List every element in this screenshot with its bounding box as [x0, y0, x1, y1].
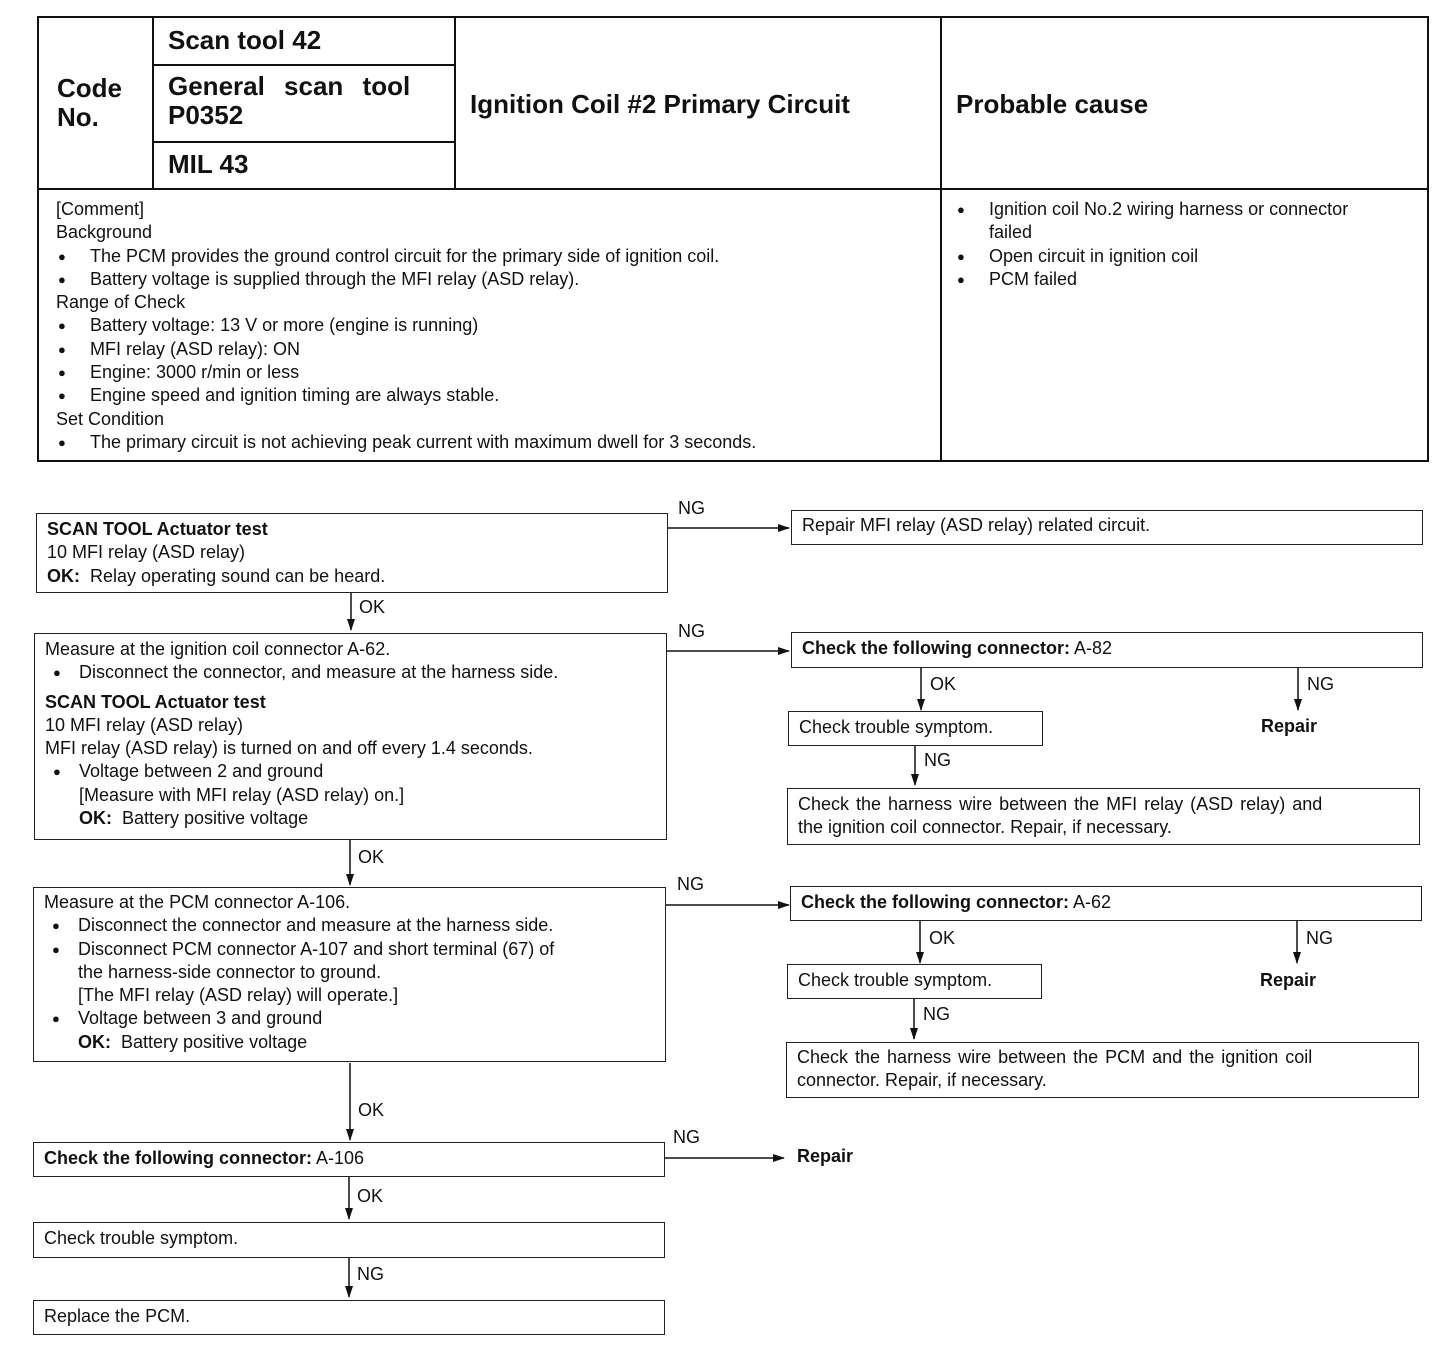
range-label: Range of Check — [56, 292, 186, 313]
ok-label: OK: — [47, 565, 80, 586]
ok-label: OK — [358, 1100, 385, 1120]
harness-text: the ignition coil connector. Repair, if necessary. — [798, 817, 1172, 838]
step3-ok-text: Battery positive voltage — [121, 1031, 308, 1052]
step2-check-connector-box — [791, 632, 1423, 668]
step2-symptom-box — [788, 711, 1043, 746]
scan-tool-code: Scan tool 42 — [168, 25, 322, 55]
background-label: Background — [56, 222, 153, 243]
ok-label: OK — [357, 1186, 384, 1206]
ng-label: NG — [923, 1004, 950, 1024]
step2-measure-box — [34, 633, 667, 840]
step3-line: [The MFI relay (ASD relay) will operate.] — [78, 985, 399, 1006]
step2-ok-text: Battery positive voltage — [122, 808, 309, 829]
symptom-text: Check trouble symptom. — [44, 1228, 239, 1248]
ok-label: OK: — [78, 1031, 111, 1052]
general-scan-tool-code: General scan tool P0352 — [168, 71, 411, 130]
symptom-text: Check trouble symptom. — [799, 717, 994, 737]
step1-ng-text: Repair MFI relay (ASD relay) related circuit. — [802, 515, 1151, 535]
step3-check-connector-box — [790, 886, 1422, 921]
ok-label: OK — [359, 597, 386, 617]
step2-line: Measure at the ignition coil connector A-62. — [45, 639, 391, 659]
step2-line: [Measure with MFI relay (ASD relay) on.] — [79, 784, 405, 805]
repair-label: Repair — [797, 1146, 854, 1166]
step2-line: MFI relay (ASD relay) is turned on and off every 1.4 seconds. — [45, 738, 533, 759]
cause-item: ● Open circuit in ignition coil — [955, 245, 1348, 268]
step3-line: the harness-side connector to ground. — [78, 961, 382, 982]
step3-harness-box — [786, 1042, 1419, 1098]
ng-label: NG — [1306, 928, 1333, 948]
replace-pcm-text: Replace the PCM. — [44, 1306, 191, 1326]
ok-label: OK — [358, 847, 385, 867]
background-item: ● The PCM provides the ground control circuit for the primary side of ignition coil. — [56, 245, 756, 268]
step5-symptom-box — [33, 1222, 665, 1258]
step3-measure-box — [33, 887, 666, 1062]
step1-item: 10 MFI relay (ASD relay) — [47, 542, 246, 563]
mil-code: MIL 43 — [168, 149, 249, 179]
comment-heading: [Comment] — [56, 199, 145, 219]
check-connector-label: Check the following connector: — [44, 1148, 313, 1168]
ng-label: NG — [678, 621, 705, 641]
step1-ok-text: Relay operating sound can be heard. — [90, 565, 386, 586]
ng-label: NG — [677, 874, 704, 894]
harness-text: connector. Repair, if necessary. — [797, 1070, 1047, 1091]
step2-harness-box — [787, 788, 1420, 845]
connector-id: A-62 — [1073, 892, 1112, 912]
range-item: ● Engine speed and ignition timing are always stable. — [56, 384, 756, 407]
step3-bullet: ● Disconnect the connector and measure at the harness side. — [44, 914, 655, 937]
ng-label: NG — [1307, 674, 1334, 694]
cause-item: ● PCM failed — [955, 268, 1348, 291]
step2-line: 10 MFI relay (ASD relay) — [45, 714, 244, 735]
ng-label: NG — [924, 750, 951, 770]
ok-label: OK: — [79, 808, 112, 829]
ng-label: NG — [678, 498, 705, 518]
harness-text: Check the harness wire between the MFI relay (ASD relay) and — [798, 794, 1323, 814]
step1-ng-box — [791, 510, 1423, 545]
check-connector-label: Check the following connector: — [801, 892, 1070, 912]
cause-item: ● Ignition coil No.2 wiring harness or connector — [955, 198, 1348, 221]
step2-bullet: ● Disconnect the connector, and measure at the harness side. — [45, 661, 656, 684]
check-connector-label: Check the following connector: — [802, 638, 1071, 658]
step1-actuator-test-box — [36, 513, 668, 593]
range-item: ● Engine: 3000 r/min or less — [56, 361, 756, 384]
step3-symptom-box — [787, 964, 1042, 999]
step3-bullet: ● Disconnect PCM connector A-107 and short terminal (67) of — [44, 938, 655, 961]
step2-title: SCAN TOOL Actuator test — [45, 691, 266, 712]
connector-id: A-106 — [316, 1148, 365, 1168]
ng-label: NG — [357, 1264, 384, 1284]
symptom-text: Check trouble symptom. — [798, 970, 993, 990]
cause-item-continued: failed — [989, 222, 1033, 243]
ok-label: OK — [929, 928, 956, 948]
set-condition-item: ● The primary circuit is not achieving peak current with maximum dwell for 3 seconds. — [56, 431, 756, 454]
step3-bullet: ● Voltage between 3 and ground — [44, 1007, 655, 1030]
harness-text: Check the harness wire between the PCM and the ignition coil — [797, 1047, 1313, 1067]
range-item: ● MFI relay (ASD relay): ON — [56, 338, 756, 361]
step2-bullet: ● Voltage between 2 and ground — [45, 760, 656, 783]
step6-replace-pcm-box — [33, 1300, 665, 1335]
repair-label: Repair — [1260, 970, 1317, 990]
code-no-label: Code No. — [57, 73, 122, 132]
ok-label: OK — [930, 674, 957, 694]
background-item: ● Battery voltage is supplied through the MFI relay (ASD relay). — [56, 268, 756, 291]
connector-id: A-82 — [1074, 638, 1113, 658]
dtc-title: Ignition Coil #2 Primary Circuit — [470, 89, 850, 119]
set-condition-label: Set Condition — [56, 408, 165, 429]
probable-cause-label: Probable cause — [956, 89, 1149, 119]
repair-label: Repair — [1261, 716, 1318, 736]
range-item: ● Battery voltage: 13 V or more (engine is running) — [56, 314, 756, 337]
ng-label: NG — [673, 1127, 700, 1147]
step4-check-connector-box — [33, 1142, 665, 1177]
step3-line: Measure at the PCM connector A-106. — [44, 892, 351, 912]
step1-title: SCAN TOOL Actuator test — [47, 519, 268, 539]
